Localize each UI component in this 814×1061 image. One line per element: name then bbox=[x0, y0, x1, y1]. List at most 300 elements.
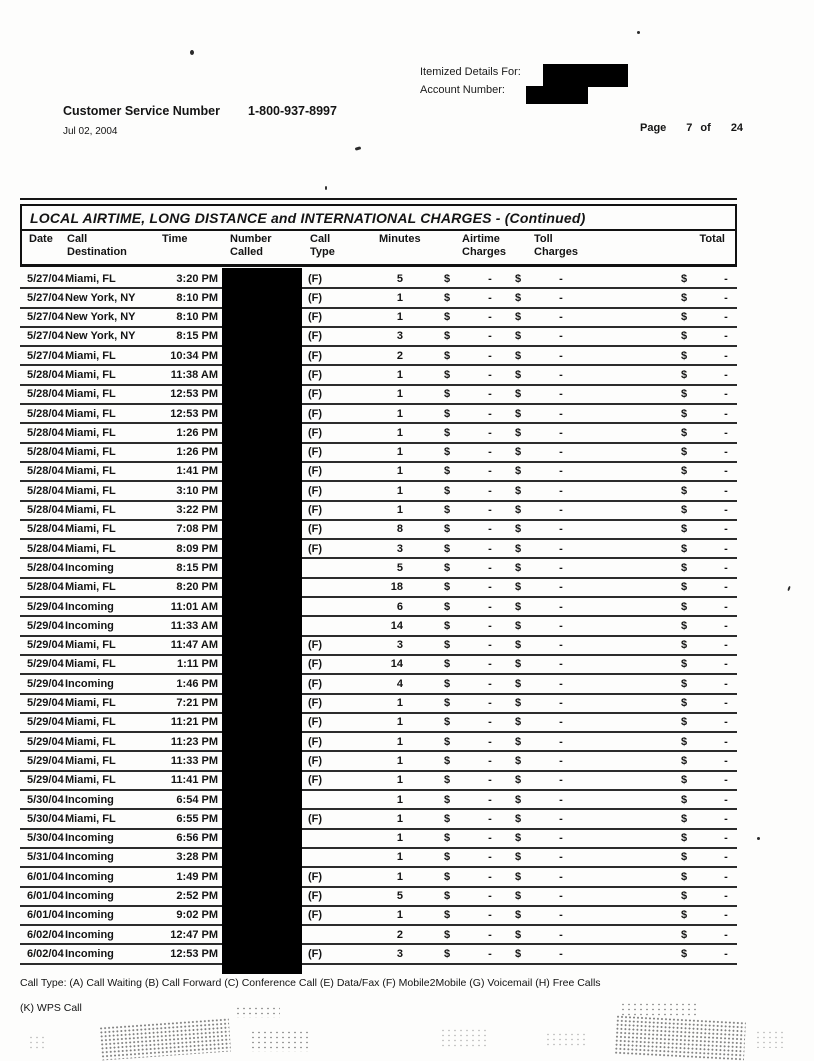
cell-minutes: 2 bbox=[396, 349, 403, 362]
cell-call-type: (F) bbox=[308, 426, 323, 439]
cell-total-currency: $ bbox=[681, 774, 688, 787]
cell-airtime-charge: - bbox=[488, 928, 492, 941]
cell-airtime-charge: - bbox=[488, 832, 492, 845]
cell-time: 1:41 PM bbox=[176, 465, 218, 478]
scan-noise bbox=[440, 1028, 490, 1048]
scan-artifact bbox=[637, 31, 640, 34]
page-indicator bbox=[640, 122, 743, 134]
cell-total-currency: $ bbox=[681, 890, 688, 902]
cell-total-charge: - bbox=[724, 272, 728, 285]
cell-airtime-charge: - bbox=[488, 716, 492, 729]
cell-total-charge: - bbox=[724, 890, 728, 902]
cell-total-currency: $ bbox=[681, 426, 688, 439]
cell-date: 5/27/04 bbox=[27, 291, 64, 304]
cell-date: 5/28/04 bbox=[27, 446, 64, 459]
cell-call-destination: Miami, FL bbox=[65, 697, 116, 710]
table-row bbox=[20, 656, 737, 675]
table-body bbox=[20, 270, 737, 965]
cell-airtime-charge: - bbox=[488, 523, 492, 536]
cell-toll-charge: - bbox=[559, 716, 563, 729]
cell-call-type: (F) bbox=[308, 368, 323, 381]
scan-noise bbox=[250, 1030, 310, 1052]
cell-airtime-charge: - bbox=[488, 542, 492, 555]
cell-minutes: 18 bbox=[390, 581, 403, 594]
cell-toll-currency: $ bbox=[515, 465, 522, 478]
cell-call-type: (F) bbox=[308, 812, 323, 825]
cell-toll-currency: $ bbox=[515, 890, 522, 902]
cell-airtime-currency: $ bbox=[444, 600, 451, 613]
cell-total-charge: - bbox=[724, 426, 728, 439]
cell-call-destination: Miami, FL bbox=[65, 754, 116, 767]
cell-date: 5/29/04 bbox=[27, 774, 64, 787]
cell-toll-charge: - bbox=[559, 600, 563, 613]
cell-call-type: (F) bbox=[308, 716, 323, 729]
cell-time: 1:49 PM bbox=[176, 870, 218, 883]
cell-total-currency: $ bbox=[681, 330, 688, 343]
cell-call-destination: Incoming bbox=[65, 928, 114, 941]
cell-airtime-currency: $ bbox=[444, 639, 451, 652]
cell-airtime-charge: - bbox=[488, 311, 492, 324]
cell-airtime-charge: - bbox=[488, 330, 492, 343]
cell-toll-charge: - bbox=[559, 832, 563, 845]
cell-call-destination: Incoming bbox=[65, 677, 114, 690]
table-row bbox=[20, 289, 737, 308]
cell-toll-currency: $ bbox=[515, 870, 522, 883]
cell-total-charge: - bbox=[724, 407, 728, 420]
table-row bbox=[20, 752, 737, 771]
cell-minutes: 14 bbox=[390, 619, 403, 632]
cell-toll-charge: - bbox=[559, 523, 563, 536]
table-row bbox=[20, 695, 737, 714]
cell-total-currency: $ bbox=[681, 561, 688, 574]
col-header-airtime-charges: Airtime Charges bbox=[462, 233, 507, 258]
cell-time: 11:21 PM bbox=[170, 716, 218, 729]
cell-airtime-currency: $ bbox=[444, 658, 451, 671]
cell-airtime-charge: - bbox=[488, 677, 492, 690]
cell-airtime-charge: - bbox=[488, 600, 492, 613]
cell-minutes: 1 bbox=[396, 291, 403, 304]
col-header-call-type: Call Type bbox=[310, 233, 335, 258]
cell-date: 5/28/04 bbox=[27, 407, 64, 420]
table-row bbox=[20, 598, 737, 617]
cell-total-charge: - bbox=[724, 581, 728, 594]
cell-total-charge: - bbox=[724, 832, 728, 845]
cell-toll-currency: $ bbox=[515, 832, 522, 845]
scan-artifact bbox=[355, 146, 362, 150]
scan-artifact bbox=[190, 50, 194, 55]
cell-minutes: 3 bbox=[396, 542, 403, 555]
table-row bbox=[20, 675, 737, 694]
cell-airtime-currency: $ bbox=[444, 909, 451, 922]
scan-noise bbox=[614, 1015, 746, 1061]
cell-call-type: (F) bbox=[308, 291, 323, 304]
table-row bbox=[20, 366, 737, 385]
cell-toll-charge: - bbox=[559, 735, 563, 748]
cell-airtime-charge: - bbox=[488, 658, 492, 671]
cell-toll-charge: - bbox=[559, 446, 563, 459]
cell-toll-currency: $ bbox=[515, 754, 522, 767]
cell-date: 5/29/04 bbox=[27, 677, 64, 690]
cell-minutes: 1 bbox=[396, 697, 403, 710]
cell-call-type: (F) bbox=[308, 523, 323, 536]
cell-call-destination: New York, NY bbox=[65, 311, 136, 324]
cell-time: 7:08 PM bbox=[176, 523, 218, 536]
cell-time: 8:20 PM bbox=[176, 581, 218, 594]
cell-time: 8:15 PM bbox=[176, 561, 218, 574]
cell-airtime-currency: $ bbox=[444, 735, 451, 748]
table-row bbox=[20, 559, 737, 578]
cell-total-currency: $ bbox=[681, 368, 688, 381]
cell-minutes: 5 bbox=[396, 561, 403, 574]
cell-date: 5/30/04 bbox=[27, 832, 64, 845]
cell-airtime-currency: $ bbox=[444, 330, 451, 343]
cell-airtime-charge: - bbox=[488, 812, 492, 825]
cell-time: 11:33 AM bbox=[170, 619, 218, 632]
cell-minutes: 3 bbox=[396, 330, 403, 343]
cell-airtime-currency: $ bbox=[444, 697, 451, 710]
cell-toll-charge: - bbox=[559, 658, 563, 671]
cell-airtime-charge: - bbox=[488, 581, 492, 594]
scan-noise bbox=[235, 1006, 280, 1018]
cell-date: 5/29/04 bbox=[27, 754, 64, 767]
col-header-minutes: Minutes bbox=[379, 233, 421, 245]
cell-date: 5/28/04 bbox=[27, 581, 64, 594]
cell-time: 8:15 PM bbox=[176, 330, 218, 343]
cell-toll-charge: - bbox=[559, 407, 563, 420]
scan-noise bbox=[28, 1035, 48, 1049]
cell-minutes: 1 bbox=[396, 793, 403, 806]
cell-toll-currency: $ bbox=[515, 291, 522, 304]
cell-time: 3:10 PM bbox=[176, 484, 218, 497]
table-row bbox=[20, 849, 737, 868]
table-row bbox=[20, 270, 737, 289]
cell-airtime-charge: - bbox=[488, 561, 492, 574]
cell-date: 5/27/04 bbox=[27, 272, 64, 285]
cell-airtime-charge: - bbox=[488, 368, 492, 381]
cell-time: 8:10 PM bbox=[176, 291, 218, 304]
cell-total-charge: - bbox=[724, 504, 728, 517]
table-row bbox=[20, 945, 737, 964]
cell-total-currency: $ bbox=[681, 754, 688, 767]
cell-total-currency: $ bbox=[681, 311, 688, 324]
cell-minutes: 1 bbox=[396, 388, 403, 401]
cell-total-charge: - bbox=[724, 716, 728, 729]
cell-date: 5/30/04 bbox=[27, 812, 64, 825]
cell-airtime-currency: $ bbox=[444, 272, 451, 285]
cell-airtime-charge: - bbox=[488, 851, 492, 864]
cell-call-destination: Miami, FL bbox=[65, 658, 116, 671]
cell-time: 11:01 AM bbox=[170, 600, 218, 613]
cell-call-type: (F) bbox=[308, 504, 323, 517]
cell-airtime-charge: - bbox=[488, 407, 492, 420]
cell-toll-currency: $ bbox=[515, 851, 522, 864]
cell-date: 5/28/04 bbox=[27, 542, 64, 555]
cell-airtime-currency: $ bbox=[444, 426, 451, 439]
cell-time: 3:22 PM bbox=[176, 504, 218, 517]
cell-total-charge: - bbox=[724, 484, 728, 497]
cell-airtime-charge: - bbox=[488, 446, 492, 459]
cell-date: 5/27/04 bbox=[27, 330, 64, 343]
cell-call-destination: Incoming bbox=[65, 890, 114, 902]
cell-total-currency: $ bbox=[681, 735, 688, 748]
col-header-time: Time bbox=[162, 233, 188, 245]
cell-airtime-charge: - bbox=[488, 484, 492, 497]
cell-total-charge: - bbox=[724, 542, 728, 555]
cell-call-type: (F) bbox=[308, 272, 323, 285]
cell-total-currency: $ bbox=[681, 484, 688, 497]
cell-toll-currency: $ bbox=[515, 426, 522, 439]
cell-toll-charge: - bbox=[559, 581, 563, 594]
cell-total-charge: - bbox=[724, 658, 728, 671]
cell-call-destination: Incoming bbox=[65, 600, 114, 613]
cell-call-type: (F) bbox=[308, 349, 323, 362]
redacted-customer-name bbox=[543, 64, 628, 87]
cell-airtime-currency: $ bbox=[444, 349, 451, 362]
table-title: LOCAL AIRTIME, LONG DISTANCE and INTERNATIONAL CHARGES - (Continued) bbox=[30, 209, 586, 226]
cell-call-destination: Miami, FL bbox=[65, 735, 116, 748]
account-number-label: Account Number: bbox=[420, 84, 505, 96]
cell-call-type: (F) bbox=[308, 330, 323, 343]
cell-call-destination: Miami, FL bbox=[65, 716, 116, 729]
cell-toll-currency: $ bbox=[515, 639, 522, 652]
cell-total-currency: $ bbox=[681, 542, 688, 555]
cell-total-currency: $ bbox=[681, 581, 688, 594]
col-header-total: Total bbox=[699, 233, 725, 245]
cell-call-destination: Miami, FL bbox=[65, 388, 116, 401]
cell-call-type: (F) bbox=[308, 697, 323, 710]
cell-total-charge: - bbox=[724, 928, 728, 941]
cell-airtime-currency: $ bbox=[444, 754, 451, 767]
cell-time: 6:54 PM bbox=[176, 793, 218, 806]
customer-service-number: 1-800-937-8997 bbox=[248, 104, 337, 118]
cell-toll-charge: - bbox=[559, 388, 563, 401]
cell-call-destination: Miami, FL bbox=[65, 542, 116, 555]
cell-date: 5/27/04 bbox=[27, 311, 64, 324]
cell-minutes: 2 bbox=[396, 928, 403, 941]
redacted-account-number bbox=[526, 86, 588, 104]
cell-airtime-charge: - bbox=[488, 870, 492, 883]
cell-time: 6:55 PM bbox=[176, 812, 218, 825]
cell-time: 12:53 PM bbox=[170, 388, 218, 401]
cell-toll-charge: - bbox=[559, 677, 563, 690]
cell-total-charge: - bbox=[724, 465, 728, 478]
cell-airtime-currency: $ bbox=[444, 890, 451, 902]
cell-total-charge: - bbox=[724, 368, 728, 381]
cell-minutes: 3 bbox=[396, 947, 403, 960]
cell-date: 5/28/04 bbox=[27, 465, 64, 478]
cell-airtime-charge: - bbox=[488, 639, 492, 652]
cell-total-charge: - bbox=[724, 639, 728, 652]
page-of-label: of bbox=[700, 122, 711, 134]
cell-date: 5/29/04 bbox=[27, 658, 64, 671]
cell-toll-charge: - bbox=[559, 504, 563, 517]
cell-total-charge: - bbox=[724, 291, 728, 304]
cell-minutes: 1 bbox=[396, 832, 403, 845]
cell-airtime-currency: $ bbox=[444, 619, 451, 632]
cell-time: 11:38 AM bbox=[170, 368, 218, 381]
cell-airtime-charge: - bbox=[488, 909, 492, 922]
cell-date: 5/28/04 bbox=[27, 504, 64, 517]
cell-total-charge: - bbox=[724, 754, 728, 767]
cell-minutes: 1 bbox=[396, 484, 403, 497]
cell-total-currency: $ bbox=[681, 851, 688, 864]
scan-artifact bbox=[325, 186, 327, 190]
cell-airtime-currency: $ bbox=[444, 812, 451, 825]
cell-minutes: 1 bbox=[396, 909, 403, 922]
cell-call-destination: Incoming bbox=[65, 619, 114, 632]
cell-toll-charge: - bbox=[559, 909, 563, 922]
cell-airtime-charge: - bbox=[488, 272, 492, 285]
cell-time: 7:21 PM bbox=[176, 697, 218, 710]
cell-airtime-currency: $ bbox=[444, 368, 451, 381]
cell-minutes: 5 bbox=[396, 890, 403, 902]
table-row bbox=[20, 482, 737, 501]
cell-call-type: (F) bbox=[308, 465, 323, 478]
cell-total-charge: - bbox=[724, 909, 728, 922]
cell-total-currency: $ bbox=[681, 697, 688, 710]
cell-toll-currency: $ bbox=[515, 928, 522, 941]
cell-date: 5/28/04 bbox=[27, 426, 64, 439]
cell-airtime-currency: $ bbox=[444, 388, 451, 401]
table-row bbox=[20, 386, 737, 405]
cell-total-charge: - bbox=[724, 561, 728, 574]
cell-total-currency: $ bbox=[681, 909, 688, 922]
cell-call-destination: Incoming bbox=[65, 561, 114, 574]
cell-call-type: (F) bbox=[308, 446, 323, 459]
cell-call-type: (F) bbox=[308, 677, 323, 690]
cell-time: 11:23 PM bbox=[170, 735, 218, 748]
cell-minutes: 1 bbox=[396, 754, 403, 767]
cell-airtime-currency: $ bbox=[444, 561, 451, 574]
cell-toll-currency: $ bbox=[515, 793, 522, 806]
cell-minutes: 5 bbox=[396, 272, 403, 285]
cell-total-currency: $ bbox=[681, 812, 688, 825]
cell-minutes: 1 bbox=[396, 870, 403, 883]
cell-airtime-charge: - bbox=[488, 504, 492, 517]
cell-toll-currency: $ bbox=[515, 658, 522, 671]
cell-time: 12:53 PM bbox=[170, 947, 218, 960]
cell-call-type: (F) bbox=[308, 870, 323, 883]
cell-total-currency: $ bbox=[681, 446, 688, 459]
col-header-date: Date bbox=[29, 233, 53, 245]
table-row bbox=[20, 521, 737, 540]
cell-total-charge: - bbox=[724, 446, 728, 459]
cell-time: 12:47 PM bbox=[170, 928, 218, 941]
cell-toll-currency: $ bbox=[515, 330, 522, 343]
cell-total-currency: $ bbox=[681, 639, 688, 652]
cell-airtime-currency: $ bbox=[444, 677, 451, 690]
cell-time: 9:02 PM bbox=[176, 909, 218, 922]
cell-toll-currency: $ bbox=[515, 677, 522, 690]
cell-minutes: 14 bbox=[390, 658, 403, 671]
cell-date: 5/28/04 bbox=[27, 561, 64, 574]
cell-airtime-charge: - bbox=[488, 465, 492, 478]
cell-toll-charge: - bbox=[559, 793, 563, 806]
cell-toll-currency: $ bbox=[515, 368, 522, 381]
cell-date: 5/27/04 bbox=[27, 349, 64, 362]
cell-toll-charge: - bbox=[559, 812, 563, 825]
cell-minutes: 1 bbox=[396, 812, 403, 825]
cell-date: 6/01/04 bbox=[27, 909, 64, 922]
cell-toll-currency: $ bbox=[515, 388, 522, 401]
customer-service-label: Customer Service Number bbox=[63, 104, 221, 118]
cell-airtime-currency: $ bbox=[444, 542, 451, 555]
cell-total-charge: - bbox=[724, 677, 728, 690]
cell-time: 3:28 PM bbox=[176, 851, 218, 864]
cell-toll-charge: - bbox=[559, 291, 563, 304]
table-row bbox=[20, 309, 737, 328]
cell-call-destination: Incoming bbox=[65, 909, 114, 922]
cell-total-charge: - bbox=[724, 619, 728, 632]
cell-total-charge: - bbox=[724, 697, 728, 710]
cell-airtime-currency: $ bbox=[444, 716, 451, 729]
cell-toll-charge: - bbox=[559, 851, 563, 864]
cell-airtime-currency: $ bbox=[444, 523, 451, 536]
cell-time: 1:11 PM bbox=[177, 658, 218, 671]
cell-minutes: 1 bbox=[396, 735, 403, 748]
cell-toll-currency: $ bbox=[515, 619, 522, 632]
table-row bbox=[20, 714, 737, 733]
cell-call-destination: Miami, FL bbox=[65, 272, 116, 285]
table-row bbox=[20, 424, 737, 443]
cell-time: 3:20 PM bbox=[176, 272, 218, 285]
cell-toll-charge: - bbox=[559, 465, 563, 478]
cell-toll-currency: $ bbox=[515, 542, 522, 555]
col-header-number-called: Number Called bbox=[230, 233, 272, 258]
cell-toll-charge: - bbox=[559, 484, 563, 497]
cell-minutes: 6 bbox=[396, 600, 403, 613]
cell-airtime-currency: $ bbox=[444, 291, 451, 304]
cell-total-currency: $ bbox=[681, 928, 688, 941]
cell-airtime-currency: $ bbox=[444, 484, 451, 497]
scan-artifact bbox=[757, 837, 760, 840]
cell-time: 11:41 PM bbox=[170, 774, 218, 787]
table-row bbox=[20, 579, 737, 598]
cell-airtime-currency: $ bbox=[444, 832, 451, 845]
cell-call-destination: Miami, FL bbox=[65, 523, 116, 536]
scan-noise bbox=[755, 1030, 785, 1048]
cell-call-type: (F) bbox=[308, 658, 323, 671]
cell-airtime-currency: $ bbox=[444, 793, 451, 806]
cell-toll-currency: $ bbox=[515, 523, 522, 536]
scan-noise bbox=[545, 1032, 585, 1046]
cell-call-type: (F) bbox=[308, 407, 323, 420]
cell-airtime-currency: $ bbox=[444, 407, 451, 420]
table-row bbox=[20, 907, 737, 926]
cell-toll-charge: - bbox=[559, 890, 563, 902]
cell-toll-charge: - bbox=[559, 754, 563, 767]
cell-call-type: (F) bbox=[308, 890, 323, 902]
table-row bbox=[20, 810, 737, 829]
table-row bbox=[20, 502, 737, 521]
cell-toll-currency: $ bbox=[515, 947, 522, 960]
cell-airtime-currency: $ bbox=[444, 774, 451, 787]
cell-airtime-currency: $ bbox=[444, 504, 451, 517]
cell-date: 5/28/04 bbox=[27, 388, 64, 401]
cell-call-destination: Miami, FL bbox=[65, 812, 116, 825]
cell-airtime-charge: - bbox=[488, 735, 492, 748]
cell-toll-currency: $ bbox=[515, 735, 522, 748]
statement-date: Jul 02, 2004 bbox=[63, 126, 118, 137]
table-row bbox=[20, 926, 737, 945]
scan-noise bbox=[620, 1002, 700, 1016]
cell-toll-currency: $ bbox=[515, 697, 522, 710]
cell-toll-charge: - bbox=[559, 542, 563, 555]
cell-date: 6/02/04 bbox=[27, 947, 64, 960]
table-top-rule bbox=[20, 198, 737, 200]
table-row bbox=[20, 791, 737, 810]
table-row bbox=[20, 733, 737, 752]
